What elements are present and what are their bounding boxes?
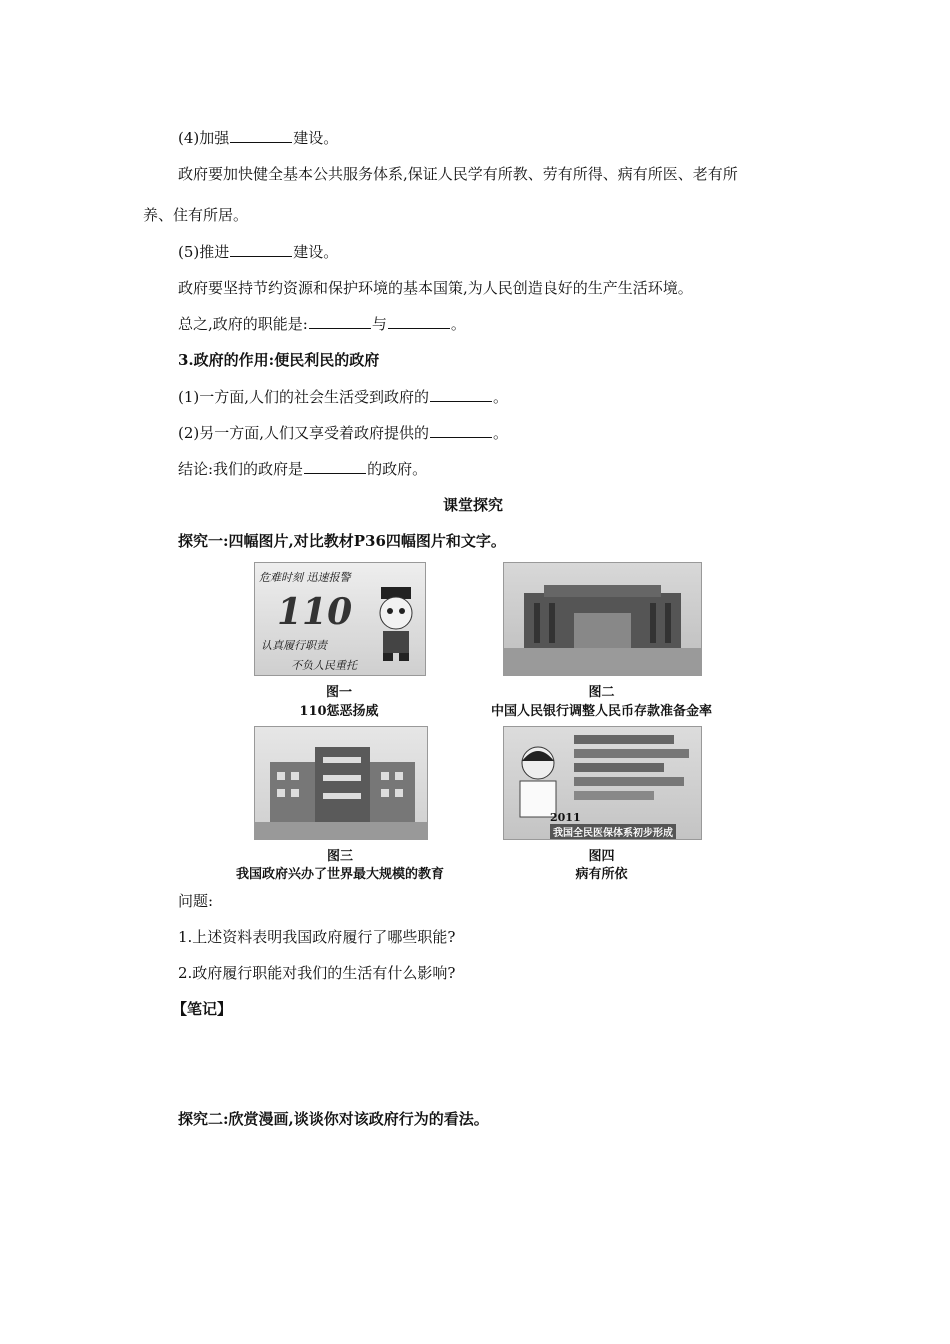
figure-1-label: 图一 <box>325 685 352 700</box>
fill-blank[interactable] <box>430 387 492 402</box>
doctor-icon <box>510 741 570 821</box>
figure-2-label: 图二 <box>588 685 615 700</box>
figure-2-image <box>503 562 702 676</box>
question-2: 2.政府履行职能对我们的生活有什么影响? <box>178 964 456 982</box>
figure-3-caption: 我国政府兴办了世界最大规模的教育 <box>235 867 444 882</box>
paragraph-1a: 政府要加快健全基本公共服务体系,保证人民学有所教、劳有所得、病有所医、老有所 <box>178 165 738 183</box>
info-bars <box>574 735 694 805</box>
summary-line: 总之,政府的职能是: 与 。 <box>178 315 466 333</box>
figure-4-caption: 病有所依 <box>575 867 628 882</box>
fill-blank[interactable] <box>230 128 292 143</box>
fill-blank[interactable] <box>304 459 366 474</box>
figure-2-caption: 中国人民银行调整人民币存款准备金率 <box>490 704 712 719</box>
fill-blank[interactable] <box>430 423 492 438</box>
figure-1-image: 危难时刻 迅速报警 110 认真履行职责 不负人民重托 <box>254 562 426 676</box>
figure-3-image <box>254 726 428 840</box>
paragraph-2: 政府要坚持节约资源和保护环境的基本国策,为人民创造良好的生产生活环境。 <box>178 279 693 297</box>
figure-4-image: 2011 我国全民医保体系初步形成 <box>503 726 702 840</box>
explore-1-heading: 探究一:四幅图片,对比教材P36四幅图片和文字。 <box>178 532 506 550</box>
section-title: 课堂探究 <box>443 496 504 514</box>
heading-3: 3.政府的作用:便民利民的政府 <box>178 351 380 369</box>
conclusion-line: 结论:我们的政府是 的政府。 <box>178 460 428 478</box>
question-1: 1.上述资料表明我国政府履行了哪些职能? <box>178 928 456 946</box>
notes-label: 【笔记】 <box>172 1000 233 1018</box>
explore-2-heading: 探究二:欣赏漫画,谈谈你对该政府行为的看法。 <box>178 1110 489 1128</box>
role-line-2: (2)另一方面,人们又享受着政府提供的 。 <box>178 424 509 442</box>
bank-building-icon <box>504 563 701 675</box>
figure-1-caption: 110惩恶扬威 <box>299 704 379 719</box>
questions-label: 问题: <box>178 892 214 910</box>
police-mascot-icon <box>371 583 421 663</box>
line-5: (5)推进 建设。 <box>178 243 339 261</box>
paragraph-1b: 养、住有所居。 <box>143 206 249 224</box>
fill-blank[interactable] <box>388 314 450 329</box>
line-4: (4)加强 建设。 <box>178 129 339 147</box>
school-building-icon <box>255 727 427 839</box>
fill-blank[interactable] <box>309 314 371 329</box>
fill-blank[interactable] <box>230 242 292 257</box>
figure-4-label: 图四 <box>588 849 615 864</box>
figure-3-label: 图三 <box>326 849 353 864</box>
role-line-1: (1)一方面,人们的社会生活受到政府的 。 <box>178 388 509 406</box>
